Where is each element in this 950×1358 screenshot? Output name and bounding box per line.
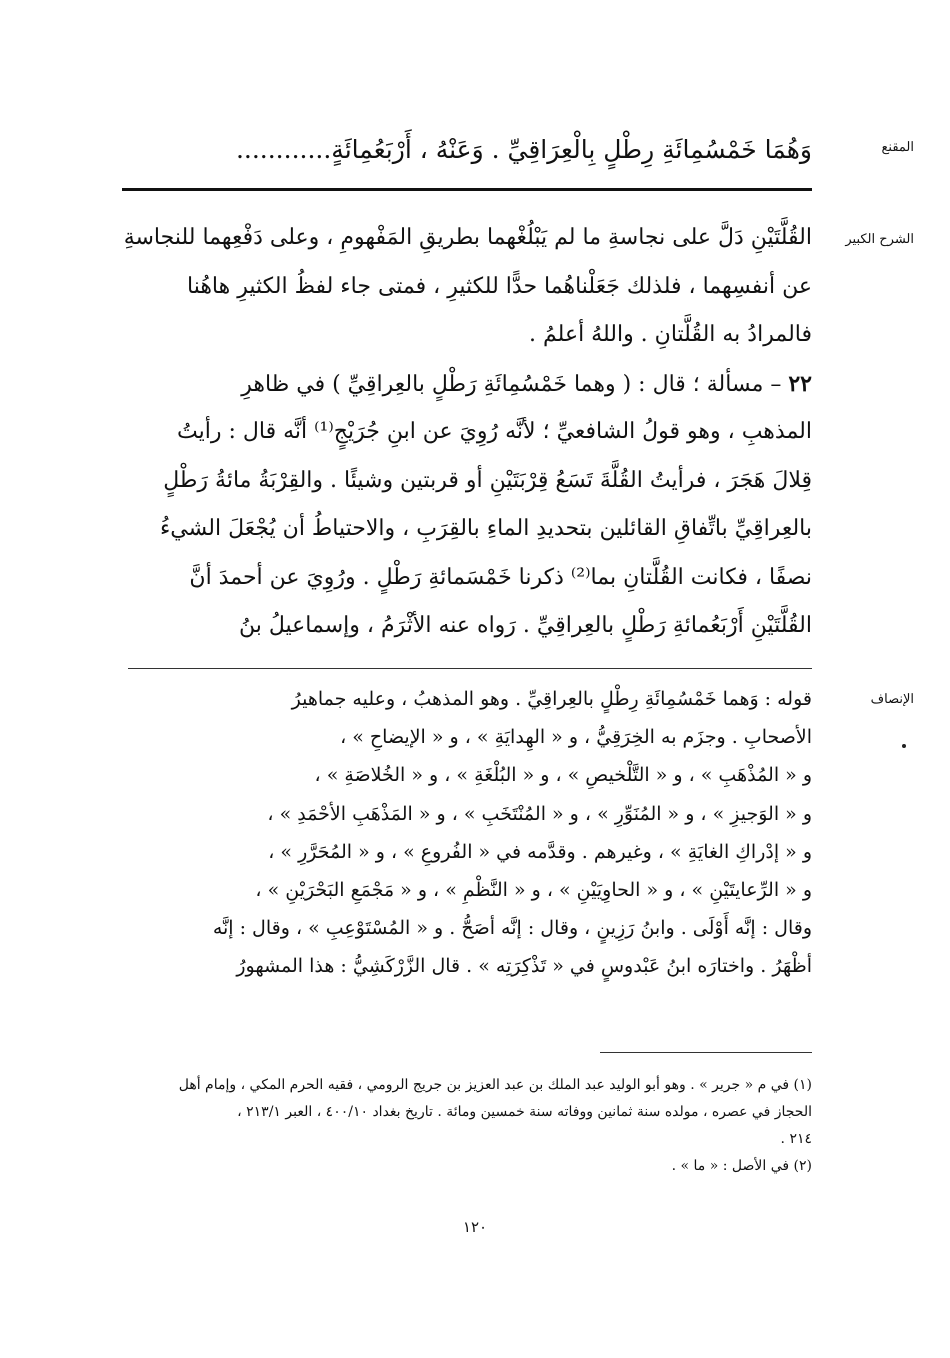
sharh-line: قِلالَ هَجَرَ ، فرأيتُ القُلَّةَ تَسَعُ قِرْبَتَيْنِ أو قربتين وشيئًا . والقِرْبَةُ مائةُ رَطْلٍ [163, 467, 812, 493]
sharh-line: القُلَّتَيْنِ أَرْبَعُمائةِ رَطْلٍ بالعِراقِيِّ . رَواه عنه الأثْرَمُ ، وإسماعيلُ بنُ [238, 613, 812, 638]
sharh-line: عن أنفسِهما ، فلذلك جَعَلْناهُما حدًّا للكثيرِ ، فمتى جاء لفظُ الكثيرِ هاهُنا [186, 273, 812, 299]
sharh-line: القُلَّتَيْنِ دَلَّ على نجاسةِ ما لم يَبْلُغْهما بطريقِ المَفْهومِ ، وعلى دَفْعِهما للنجاسةِ [123, 225, 812, 250]
page-number: ١٢٠ [462, 1218, 488, 1236]
footnote-1-line: (١) في م « جرير » . وهو أبو الوليد عبد الملك بن عبد العزيز بن جريج الرومي ، فقيه الحرم المكي ، وإمام أهل [178, 1077, 812, 1093]
footnote-1-line: الحجاز في عصره ، مولده سنة ثمانين ووفاته سنة خمسين ومائة . تاريخ بغداد ٤٠٠/١٠ ، العبر ٢١٣/١ ، [237, 1104, 812, 1120]
footnote-2: (٢) في الأصل : « ما » . [671, 1158, 812, 1174]
insaf-line: و « المُذْهَبِ » ، و « التَّلْخيصِ » ، و « البُلْغَةِ » ، و « الخُلاصَةِ » ، [314, 764, 812, 787]
insaf-line: أظْهَرُ . واختارَه ابنُ عَبْدوسٍ في « تَذْكِرَتِه » . قال الزَّرْكَشِيُّ : هذا المشهورُ [236, 955, 812, 978]
insaf-line: الأصحابِ . وجزَم به الخِرَقِيُّ ، و « الهِدايَةِ » ، و « الإيضاحِ » ، [340, 726, 812, 749]
sharh-line: فالمرادُ به القُلَّتانِ . واللهُ أعلمُ . [529, 322, 812, 347]
sharh-line: المذهبِ ، وهو قولُ الشافعيِّ ؛ لأنَّه رُوِيَ عن ابنِ جُرَيْجٍ⁽¹⁾ أنَّه قال : رأيتُ [177, 419, 812, 444]
insaf-line: وقال : إنَّه أَوْلَى . وابنُ رَزِينٍ ، وقال : إنَّه أصَحُّ . و « المُسْتَوْعِبِ » ، وقال : إنَّه [212, 917, 812, 940]
issue-heading-text: – مسألة ؛ قال : ( وهما خَمْسُمِائَةِ رَطْلٍ بالعِراقِيِّ ) في ظاهرِ [241, 371, 789, 397]
section-label-muqni: المقنع [881, 140, 914, 155]
margin-dot [902, 744, 906, 748]
issue-heading-line [122, 360, 812, 409]
insaf-line: و « إدْراكِ الغايَةِ » ، وغيرهم . وقدَّمه في « الفُروعِ » ، و « المُحَرَّرِ » ، [268, 840, 812, 863]
insaf-line: و « الوَجيزِ » ، و « المُنَوِّرِ » ، و « المُنْتَخَبِ » ، و « المَذْهَبِ الأحْمَدِ » ، [267, 802, 812, 825]
sharh-line: نصفًا ، فكانت القُلَّتانِ بما⁽²⁾ ذكرنا خَمْسَمائةِ رَطْلٍ . ورُوِيَ عن أحمدَ أنَّ [189, 564, 812, 590]
insaf-line: قوله : وَهما خَمْسُمِائَةِ رِطْلٍ بالعِراقِيِّ . وهو المذهبُ ، وعليه جماهيرُ [291, 688, 812, 710]
footnote-1-line: ٢١٤ . [780, 1131, 812, 1147]
insaf-line: و « الرِّعايتَيْنِ » ، و « الحاوِيَيْنِ » ، و « النَّظْمِ » ، و « مَجْمَعِ البَحْرَيْنِ » ، [255, 878, 812, 901]
muqni-line: وَهُمَا خَمْسُمِائَةِ رِطْلٍ بِالْعِرَاقِيِّ . وَعَنْهُ ، أَرْبَعُمِائَةٍ............ [235, 135, 812, 164]
section-divider-thin [128, 668, 812, 669]
issue-number: ٢٢ [788, 370, 812, 397]
footnote-divider [600, 1052, 812, 1053]
footnotes [122, 1072, 812, 1180]
sharh-line: بالعِراقِيِّ باتِّفاقِ القائلين بتحديدِ الماءِ بالقِرَبِ ، والاحتياطُ أن يُجْعَلَ الشيءُ [159, 516, 812, 541]
muqni-text [122, 126, 812, 174]
sharh-kabir-text [122, 214, 812, 651]
insaf-text [122, 680, 812, 986]
section-label-sharh-kabir: الشرح الكبير [845, 232, 914, 247]
section-divider-thick [122, 188, 812, 191]
section-label-insaf: الإنصاف [870, 692, 914, 707]
